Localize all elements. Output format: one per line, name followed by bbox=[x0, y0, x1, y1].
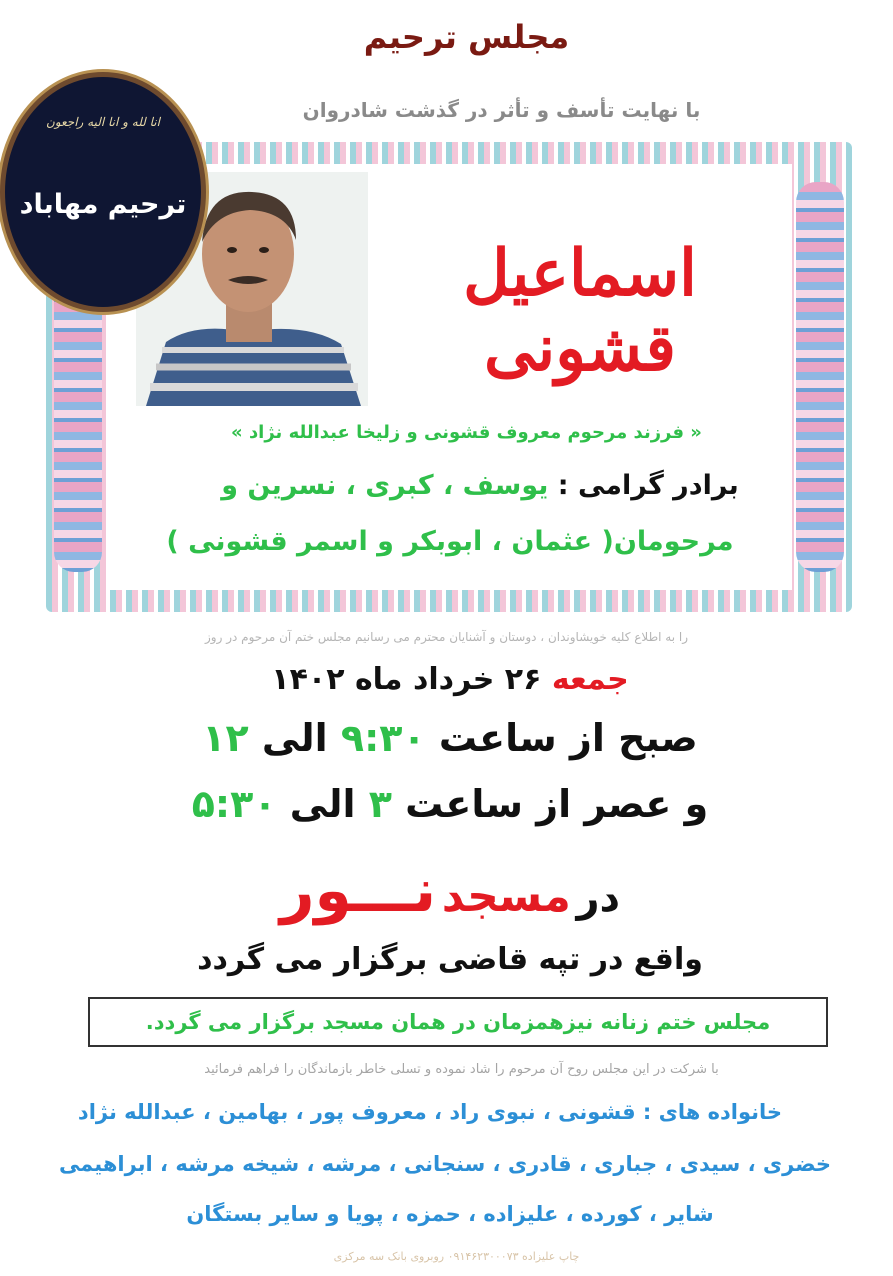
siblings-prefix: برادر گرامی : bbox=[557, 470, 739, 501]
morning-start: ۹:۳۰ bbox=[340, 716, 426, 760]
families-line-1: خانواده های : قشونی ، نبوی راد ، معروف پور ، بهامین ، عبدالله نژاد bbox=[77, 1100, 783, 1124]
venue-line bbox=[180, 856, 720, 926]
siblings-line bbox=[200, 470, 760, 501]
venue-prefix: در bbox=[576, 875, 621, 921]
evening-end: ۵:۳۰ bbox=[191, 782, 277, 826]
mahabad-memorial-badge bbox=[0, 72, 206, 312]
badge-title: ترحیم مهاباد bbox=[19, 189, 187, 220]
morning-end: ۱۲ bbox=[202, 716, 249, 760]
evening-separator: الی bbox=[289, 782, 356, 826]
announcement-intro: را به اطلاع کلیه خویشاوندان ، دوستان و آشنایان محترم می رسانیم مجلس ختم آن مرحوم در روز bbox=[205, 630, 688, 644]
venue-name: نـــور bbox=[279, 856, 437, 926]
siblings-names: یوسف ، کبری ، نسرین و bbox=[221, 470, 549, 501]
printer-footer: چاپ علیزاده ۰۹۱۴۶۲۳۰۰۰۷۳ روبروی بانک سه مرکزی bbox=[333, 1250, 580, 1263]
venue-location: واقع در تپه قاضی برگزار می گردد bbox=[197, 942, 703, 977]
morning-prefix: صبح از ساعت bbox=[438, 716, 698, 760]
closing-text: با شرکت در این مجلس روح آن مرحوم را شاد نموده و تسلی خاطر بازماندگان را فراهم فرمائید bbox=[204, 1062, 719, 1077]
page-title: مجلس ترحیم bbox=[363, 18, 570, 56]
evening-start: ۳ bbox=[368, 782, 392, 826]
deceased-name: اسماعیل قشونی bbox=[463, 236, 697, 386]
event-date: ۲۶ خرداد ماه ۱۴۰۲ bbox=[271, 662, 542, 697]
families-line-2: خضری ، سیدی ، جباری ، قادری ، سنجانی ، مرشه ، شیخه مرشه ، ابراهیمی bbox=[58, 1152, 832, 1176]
morning-time-line bbox=[180, 716, 720, 760]
venue-mosque: مسجد bbox=[441, 871, 571, 922]
women-notice: مجلس ختم زنانه نیزهمزمان در همان مسجد برگزار می گردد. bbox=[145, 1010, 771, 1034]
evening-time-line bbox=[180, 782, 720, 826]
deceased-siblings: مرحومان( عثمان ، ابوبکر و اسمر قشونی ) bbox=[166, 526, 734, 557]
event-date-line bbox=[200, 662, 700, 697]
evening-prefix: و عصر از ساعت bbox=[405, 782, 709, 826]
morning-separator: الی bbox=[261, 716, 328, 760]
women-notice-box bbox=[88, 997, 828, 1047]
event-day: جمعه bbox=[551, 662, 629, 697]
page-subtitle: با نهایت تأسف و تأثر در گذشت شادروان bbox=[302, 98, 701, 122]
deceased-parents: « فرزند مرحوم معروف قشونی و زلیخا عبدالله نژاد » bbox=[231, 422, 702, 443]
frame-ornament-right bbox=[796, 182, 844, 572]
badge-calligraphy: انا لله و انا الیه راجعون bbox=[46, 115, 160, 129]
families-line-3: شایر ، کورده ، علیزاده ، حمزه ، پویا و سایر بستگان bbox=[186, 1202, 714, 1226]
